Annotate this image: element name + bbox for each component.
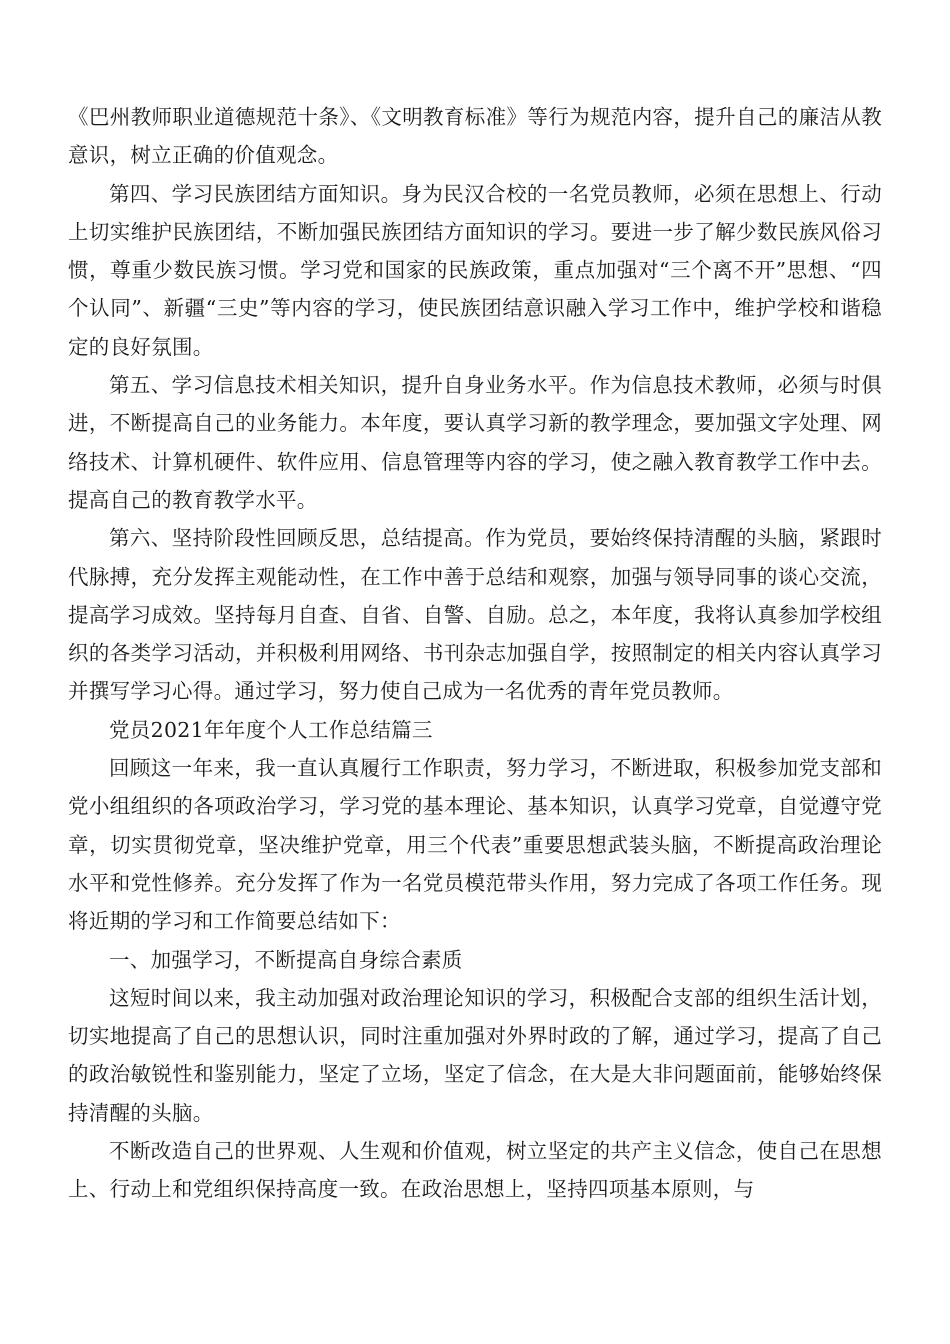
paragraph-section-five: 第五、学习信息技术相关知识，提升自身业务水平。作为信息技术教师，必须与时俱进，不断提高自己的业务能力。本年度，要认真学习新的教学理念，要加强文字处理、网络技术、计算机硬件、软件应用、信息管理等内容的学习，使之融入教育教学工作中去。提高自己的教育教学水平。 xyxy=(68,373,882,512)
paragraph-continued: 《巴州教师职业道德规范十条》、《文明教育标准》等行为规范内容，提升自己的廉洁从教意识，树立正确的价值观念。 xyxy=(68,105,882,168)
document-page xyxy=(68,98,882,1209)
paragraph-section-six: 第六、坚持阶段性回顾反思，总结提高。作为党员，要始终保持清醒的头脑，紧跟时代脉搏，充分发挥主观能动性，在工作中善于总结和观察，加强与领导同事的谈心交流，提高学习成效。坚持每月自查、自省、自警、自励。总之，本年度，我将认真参加学校组织的各类学习活动，并积极利用网络、书刊杂志加强自学，按照制定的相关内容认真学习并撰写学习心得。通过学习，努力使自己成为一名优秀的青年党员教师。 xyxy=(68,526,882,704)
paragraph-study: 这短时间以来，我主动加强对政治理论知识的学习，积极配合支部的组织生活计划，切实地提高了自己的思想认识，同时注重加强对外界时政的了解，通过学习，提高了自己的政治敏锐性和鉴别能力，坚定了立场，坚定了信念，在大是大非问题面前，能够始终保持清醒的头脑。 xyxy=(68,985,882,1125)
section-heading-one: 一、加强学习，不断提高自身综合素质 xyxy=(109,947,463,972)
paragraph-review-intro: 回顾这一年来，我一直认真履行工作职责，努力学习，不断进取，积极参加党支部和党小组组织的各项政治学习，学习党的基本理论、基本知识，认真学习党章，自觉遵守党章，切实贯彻党章，坚决维护党章，用三个代表”重要思想武装头脑，不断提高政治理论水平和党性修养。充分发挥了作为一名党员模范带头作用，努力完成了各项工作任务。现将近期的学习和工作简要总结如下： xyxy=(68,756,882,934)
paragraph-worldview: 不断改造自己的世界观、人生观和价值观，树立坚定的共产主义信念，使自己在思想上、行动上和党组织保持高度一致。在政治思想上，坚持四项基本原则，与 xyxy=(68,1139,882,1202)
paragraph-section-four: 第四、学习民族团结方面知识。身为民汉合校的一名党员教师，必须在思想上、行动上切实维护民族团结，不断加强民族团结方面知识的学习。要进一步了解少数民族风俗习惯，尊重少数民族习惯。学习党和国家的民族政策，重点加强对“三个离不开”思想、“四个认同”、新疆“三史”等内容的学习，使民族团结意识融入学习工作中，维护学校和谐稳定的良好氛围。 xyxy=(68,181,882,359)
article-heading: 党员2021年年度个人工作总结篇三 xyxy=(109,717,433,742)
